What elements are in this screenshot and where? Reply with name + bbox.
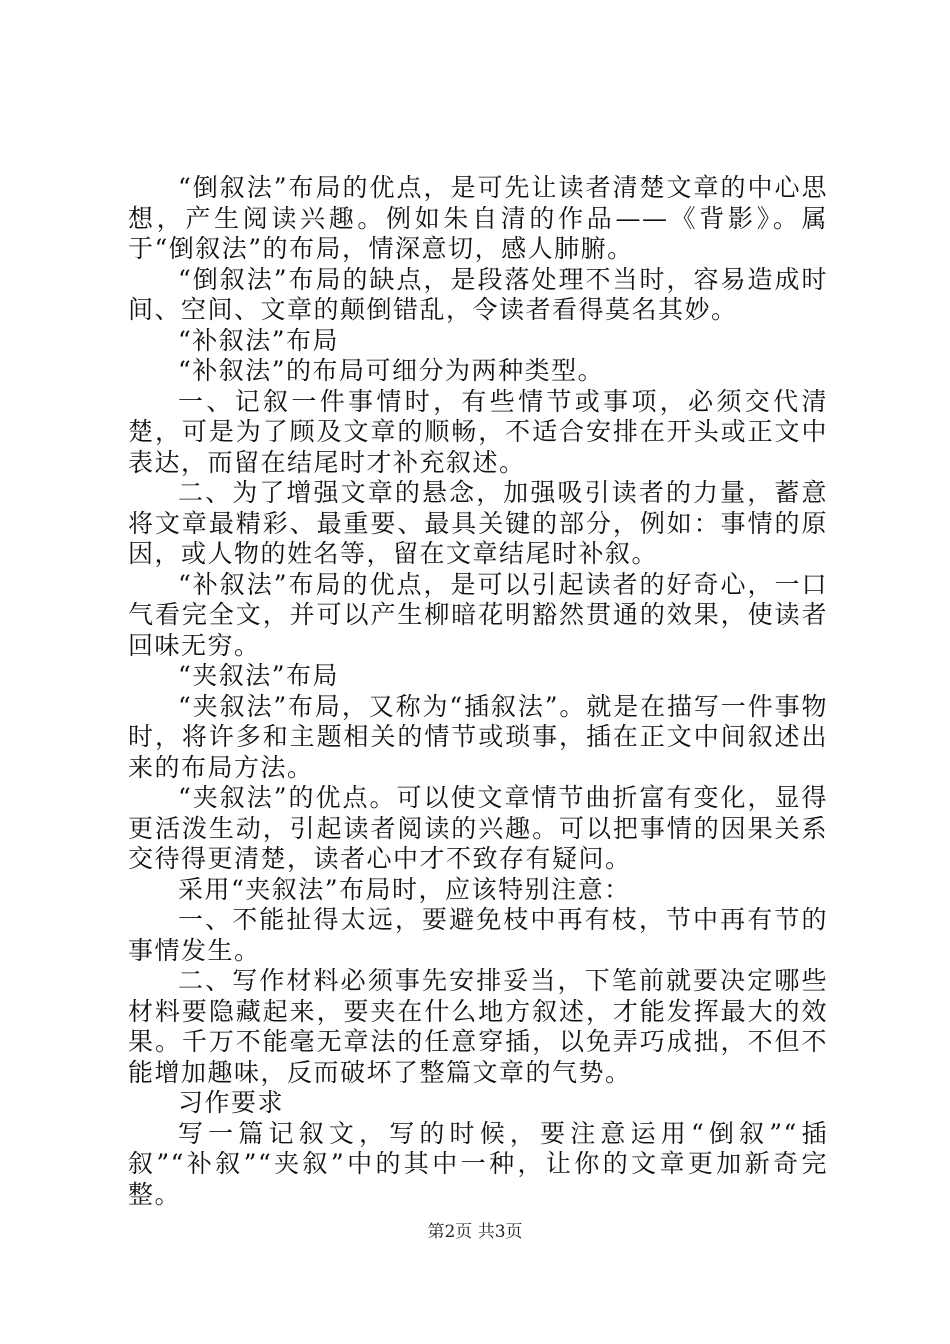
section-heading: 习作要求 xyxy=(178,1088,285,1117)
paragraph: 一、不能扯得太远，要避免枝中再有枝，节中再有节的事情发生。 xyxy=(128,905,828,965)
paragraph: “夹叙法”布局，又称为“插叙法”。就是在描写一件事物时，将许多和主题相关的情节或琐事，插在正文中间叙述出来的布局方法。 xyxy=(128,691,828,782)
paragraph: “倒叙法”布局的优点，是可先让读者清楚文章的中心思想，产生阅读兴趣。例如朱自清的作品——《背影》。属于“倒叙法”的布局，情深意切，感人肺腑。 xyxy=(128,173,828,263)
paragraph: 一、记叙一件事情时，有些情节或事项，必须交代清楚，可是为了顾及文章的顺畅，不适合安排在开头或正文中表达，而留在结尾时才补充叙述。 xyxy=(128,386,828,477)
paragraph: “夹叙法”的优点。可以使文章情节曲折富有变化，显得更活泼生动，引起读者阅读的兴趣。可以把事情的因果关系交待得更清楚，读者心中才不致存有疑问。 xyxy=(128,783,828,873)
page-footer: 第2页 共3页 xyxy=(427,1222,523,1242)
section-heading: “补叙法”布局 xyxy=(178,325,340,355)
paragraph: “补叙法”布局的优点，是可以引起读者的好奇心，一口气看完全文，并可以产生柳暗花明豁然贯通的效果，使读者回味无穷。 xyxy=(128,569,828,660)
section-heading: “夹叙法”布局 xyxy=(178,661,340,690)
document-body xyxy=(128,173,828,1210)
paragraph: 写一篇记叙文，写的时候，要注意运用“倒叙”“插叙”“补叙”“夹叙”中的其中一种，让你的文章更加新奇完整。 xyxy=(128,1118,828,1209)
paragraph: 二、写作材料必须事先安排妥当，下笔前就要决定哪些材料要隐藏起来，要夹在什么地方叙述，才能发挥最大的效果。千万不能毫无章法的任意穿插，以免弄巧成拙，不但不能增加趣味，反而破坏了整篇文章的气势。 xyxy=(128,966,828,1087)
paragraph: “补叙法”的布局可细分为两种类型。 xyxy=(178,356,605,385)
paragraph: 采用“夹叙法”布局时，应该特别注意： xyxy=(178,874,631,904)
paragraph: “倒叙法”布局的缺点，是段落处理不当时，容易造成时间、空间、文章的颠倒错乱，令读者看得莫名其妙。 xyxy=(128,264,828,324)
paragraph: 二、为了增强文章的悬念，加强吸引读者的力量，蓄意将文章最精彩、最重要、最具关键的部分，例如：事情的原因，或人物的姓名等，留在文章结尾时补叙。 xyxy=(128,478,828,568)
